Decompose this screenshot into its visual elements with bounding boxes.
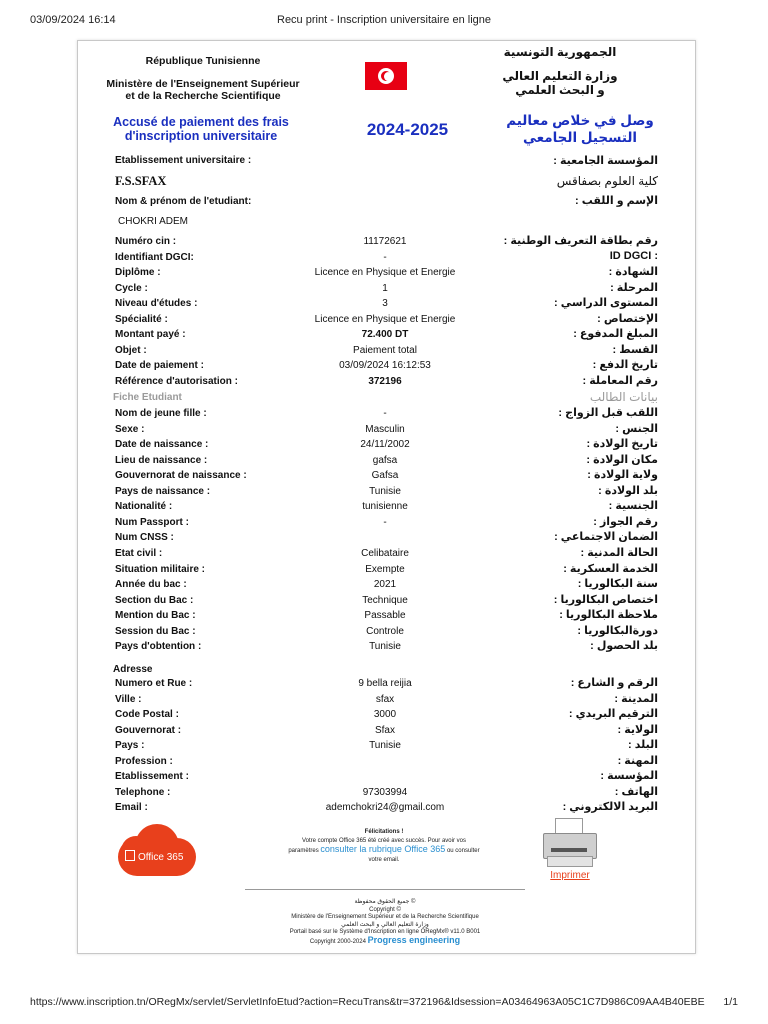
page-number: 1/1 (723, 996, 738, 1008)
field-value: Technique (362, 594, 408, 606)
field-label-ar: المدينة : (614, 692, 658, 705)
field-label-fr: Section du Bac : (115, 594, 194, 606)
field-label-fr: Email : (115, 802, 148, 813)
field-label-fr: Code Postal : (115, 709, 179, 720)
tunisia-flag-icon (365, 62, 407, 90)
print-title: Recu print - Inscription universitaire en ligne (277, 14, 491, 26)
office365-link[interactable]: consulter la rubrique Office 365 (320, 844, 446, 854)
field-label-ar: الترقيم البريدي : (568, 708, 658, 720)
field-label-fr: Gouvernorat : (115, 724, 182, 736)
fiche-title-fr: Fiche Etudiant (113, 392, 182, 403)
field-label-ar: بلد الولادة : (598, 484, 658, 497)
field-label-fr: Spécialité : (115, 313, 168, 325)
print-footer (30, 996, 738, 1010)
field-value: 3 (382, 298, 388, 310)
header-fr (100, 55, 306, 103)
receipt-title-fr-1: Accusé de paiement des frais (113, 115, 289, 129)
field-label-ar: ولاية الولادة : (587, 469, 658, 482)
header-ar (470, 45, 650, 97)
field-value: Paiement total (353, 344, 417, 356)
copyright-line2: Ministère de l'Enseignement Supérieur et de la Recherche Scientifique (291, 914, 479, 920)
field-label-fr: Num CNSS : (115, 532, 174, 544)
field-value: 9 bella reijia (358, 678, 412, 689)
field-label-fr: Ville : (115, 693, 142, 705)
field-label-fr: Cycle : (115, 282, 148, 294)
field-label-ar: رقم الجواز : (593, 515, 658, 528)
receipt-title-ar-2: التسجيل الجامعي (522, 130, 638, 145)
field-label-fr: Identifiant DGCI: (115, 251, 194, 263)
field-label-ar: دورةالبكالوريا : (577, 624, 658, 637)
field-label-fr: Etat civil : (115, 547, 163, 559)
field-value: Sfax (374, 724, 395, 736)
field-label-ar: سنة البكالوريا : (577, 578, 658, 591)
field-label-fr: Pays : (115, 740, 145, 751)
field-label-ar: اختصاص البكالوريا : (553, 593, 658, 606)
field-label-ar: رقم بطاقة التعريف الوطنية : (503, 235, 658, 247)
field-label-ar: المبلغ المدفوع : (573, 328, 658, 341)
print-button[interactable]: Imprimer (550, 870, 590, 881)
student-name-label-ar: الإسم و اللقب : (574, 195, 658, 207)
field-label-ar: تاريخ الدفع : (592, 359, 658, 372)
print-datetime: 03/09/2024 16:14 (30, 14, 116, 26)
field-value: 3000 (373, 709, 397, 720)
field-label-ar: بلد الحصول : (590, 640, 658, 653)
field-value: - (383, 408, 387, 419)
field-label-ar: مكان الولادة : (586, 453, 658, 466)
field-label-ar: الحالة المدنية : (580, 546, 658, 559)
ministry-fr-2: et de la Recherche Scientifique (125, 90, 281, 102)
copyright-block (250, 899, 520, 946)
address-title: Adresse (113, 664, 153, 675)
ministry-ar-2: و البحث العلمي (515, 83, 605, 97)
field-label-fr: Diplôme : (115, 267, 161, 279)
receipt-title-ar-1: وصل في خلاص معاليم (506, 113, 654, 128)
congrats-title: Félicitations ! (364, 829, 404, 835)
congrats-tail: ou consulter votre email. (368, 848, 480, 863)
office365-message (288, 828, 480, 864)
field-label-ar: الضمان الاجتماعي : (554, 531, 658, 544)
field-label-ar: المؤسسة : (600, 770, 658, 782)
field-value: 97303994 (362, 786, 408, 798)
field-value: Tunisie (369, 485, 401, 497)
field-label-ar: البلد : (628, 739, 658, 751)
printer-icon[interactable] (541, 818, 599, 868)
field-value: Passable (364, 610, 406, 622)
field-value: Tunisie (369, 641, 401, 653)
field-label-ar: الولاية : (617, 723, 658, 736)
establishment-value-ar: كلية العلوم بصفاقس (556, 174, 658, 188)
copyright-line5: Copyright 2000-2024 (309, 938, 366, 945)
field-label-fr: Etablissement : (115, 771, 189, 782)
field-label-ar: اللقب قبل الزواج : (558, 407, 658, 419)
field-value: gafsa (372, 454, 398, 466)
field-label-ar: الجنسية : (608, 500, 658, 513)
field-label-ar: رقم المعاملة : (582, 374, 658, 387)
field-value: ademchokri24@gmail.com (325, 802, 445, 813)
field-value: Licence en Physique et Energie (314, 267, 456, 279)
field-value: 372196 (368, 375, 402, 387)
academic-year: 2024-2025 (366, 120, 449, 139)
field-label-ar: الهاتف : (614, 785, 658, 798)
field-label-fr: Lieu de naissance : (115, 454, 208, 466)
field-label-ar: المهنة : (617, 754, 658, 767)
field-label-fr: Session du Bac : (115, 625, 196, 637)
receipt-title-fr (95, 115, 307, 143)
field-value: Celibataire (361, 547, 409, 559)
establishment-value-fr: F.S.SFAX (115, 174, 167, 188)
field-label-fr: Profession : (115, 755, 173, 767)
field-label-fr: Gouvernorat de naissance : (115, 470, 247, 482)
field-label-fr: Sexe : (115, 423, 145, 435)
field-label-ar: البريد الالكتروني : (562, 801, 658, 813)
field-label-fr: Nom de jeune fille : (115, 408, 207, 419)
field-label-ar: المرحلة : (610, 281, 658, 294)
field-label-fr: Numéro cin : (115, 236, 177, 247)
field-label-fr: Mention du Bac : (115, 610, 196, 622)
republic-fr: République Tunisienne (145, 55, 261, 67)
field-value: Tunisie (369, 740, 401, 751)
fiche-title-ar: بيانات الطالب (589, 390, 658, 404)
republic-ar: الجمهورية التونسية (503, 45, 617, 59)
company-name: Progress engineering (367, 934, 461, 945)
field-value: Licence en Physique et Energie (314, 313, 456, 325)
copyright-line1: Copyright © (369, 906, 401, 913)
copyright-line3-ar: وزارة التعليم العالي و البحث العلمي (341, 921, 429, 928)
office-icon (125, 850, 135, 861)
receipt-title-fr-2: d'inscription universitaire (124, 129, 278, 143)
copyright-line4: Portail basé sur le Système d'Inscription en ligne ORegMx® v11.0 B001 (289, 929, 481, 935)
student-name-label-fr: Nom & prénom de l'etudiant: (115, 196, 252, 207)
field-label-ar: الخدمة العسكرية : (563, 562, 658, 575)
field-value: Controle (366, 625, 404, 637)
field-label-fr: Situation militaire : (115, 563, 206, 575)
field-value: Masculin (365, 423, 405, 435)
congrats-text: Votre compte Office 365 été créé avec succès. Pour avoir vos paramètres (288, 837, 466, 854)
ministry-ar-1: وزارة التعليم العالي (502, 69, 618, 83)
field-label-fr: Montant payé : (115, 329, 186, 341)
field-value: - (383, 251, 387, 263)
field-label-fr: Année du bac : (115, 579, 187, 591)
field-label-ar: : ID DGCI (609, 249, 658, 262)
field-label-ar: المستوى الدراسي : (553, 297, 658, 310)
field-value: - (383, 516, 387, 528)
field-label-ar: تاريخ الولادة : (586, 438, 658, 451)
field-label-fr: Num Passport : (115, 516, 189, 528)
field-label-fr: Nationalité : (115, 501, 173, 513)
office365-logo[interactable] (113, 822, 198, 877)
print-header (30, 14, 738, 28)
field-value: 72.400 DT (361, 329, 409, 341)
field-value: Exempte (365, 563, 405, 575)
receipt-title-ar (500, 112, 660, 146)
field-label-fr: Numero et Rue : (115, 678, 193, 689)
field-label-fr: Objet : (115, 344, 147, 356)
field-label-fr: Pays de naissance : (115, 485, 211, 497)
establishment-label-fr: Etablissement universitaire : (115, 155, 252, 166)
field-label-fr: Référence d'autorisation : (115, 375, 238, 387)
copyright-ar: جميع الحقوق محفوظة © (354, 899, 416, 905)
field-value: tunisienne (362, 501, 408, 513)
field-label-ar: الجنس : (615, 422, 658, 435)
field-value: 24/11/2002 (360, 439, 410, 451)
field-label-fr: Telephone : (115, 786, 171, 798)
office365-logo-text: Office 365 (138, 852, 184, 863)
field-label-fr: Pays d'obtention : (115, 641, 202, 653)
field-label-ar: الرقم و الشارع : (570, 677, 658, 689)
divider (245, 889, 525, 890)
page-url: https://www.inscription.tn/ORegMx/servlet/ServletInfoEtud?action=RecuTrans&tr=372196&Idsession=A03464963A05C1C7D986C09AA4B40EBE (30, 996, 705, 1008)
field-value: Gafsa (371, 470, 399, 482)
field-label-ar: الشهادة : (608, 266, 658, 279)
field-value: sfax (375, 693, 395, 705)
field-label-fr: Date de naissance : (115, 439, 209, 451)
field-label-fr: Date de paiement : (115, 360, 204, 372)
establishment-label-ar: المؤسسة الجامعية : (553, 155, 658, 167)
field-value: 03/09/2024 16:12:53 (339, 360, 431, 372)
field-value: 11172621 (363, 236, 407, 247)
field-label-ar: الإختصاص : (597, 312, 658, 325)
field-label-ar: القسط : (612, 343, 658, 356)
field-value: 1 (382, 282, 388, 294)
field-value: 2021 (373, 579, 397, 591)
student-name-value: CHOKRI ADEM (118, 216, 189, 227)
field-label-fr: Niveau d'études : (115, 298, 198, 310)
ministry-fr-1: Ministère de l'Enseignement Supérieur (106, 77, 300, 90)
field-label-ar: ملاحظة البكالوريا : (559, 609, 658, 622)
